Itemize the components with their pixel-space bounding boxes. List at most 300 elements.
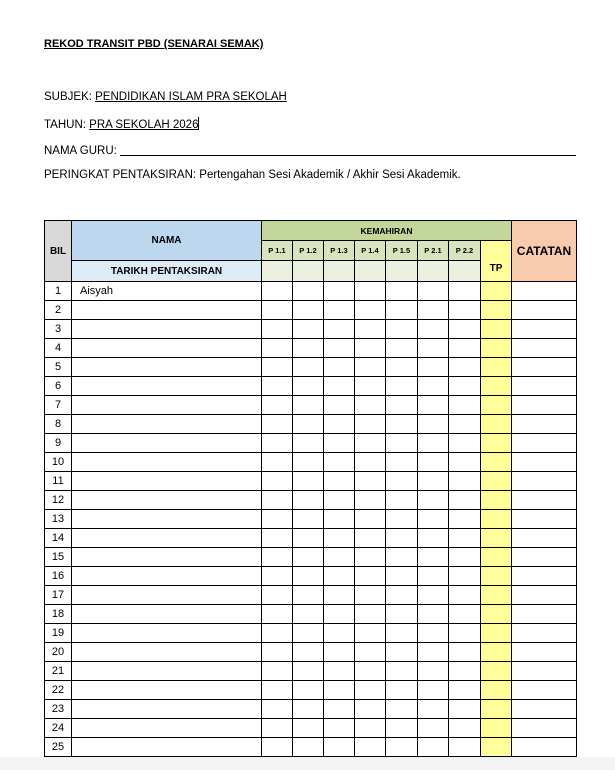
skill-cell[interactable] [262,738,293,757]
skill-cell[interactable] [324,605,355,624]
tahun-value[interactable]: PRA SEKOLAH 2026 [89,119,199,131]
tp-cell[interactable] [481,301,512,320]
skill-cell[interactable] [355,377,386,396]
tp-cell[interactable] [481,415,512,434]
catatan-cell[interactable] [512,377,577,396]
tp-cell[interactable] [481,681,512,700]
catatan-cell[interactable] [512,605,577,624]
skill-cell[interactable] [386,529,418,548]
peringkat-line[interactable] [44,169,461,181]
skill-cell[interactable] [449,396,481,415]
skill-cell[interactable] [355,567,386,586]
skill-cell[interactable] [386,434,418,453]
skill-cell[interactable] [262,491,293,510]
skill-cell[interactable] [418,548,449,567]
nama-cell[interactable] [72,358,262,377]
skill-cell[interactable] [324,567,355,586]
catatan-cell[interactable] [512,719,577,738]
tp-cell[interactable] [481,624,512,643]
skill-cell[interactable] [293,738,324,757]
catatan-cell[interactable] [512,415,577,434]
skill-cell[interactable] [386,415,418,434]
bil-cell: 2 [45,301,72,320]
skill-cell[interactable] [386,491,418,510]
skill-cell[interactable] [386,510,418,529]
bil-cell: 13 [45,510,72,529]
catatan-cell[interactable] [512,624,577,643]
skill-cell[interactable] [449,529,481,548]
skill-cell[interactable] [355,491,386,510]
skill-cell[interactable] [324,510,355,529]
skill-cell[interactable] [262,282,293,301]
skill-cell[interactable] [355,662,386,681]
skill-cell[interactable] [324,358,355,377]
skill-cell[interactable] [262,301,293,320]
skill-cell[interactable] [324,700,355,719]
tp-cell[interactable] [481,434,512,453]
skill-cell[interactable] [418,434,449,453]
skill-cell[interactable] [418,453,449,472]
skill-cell[interactable] [262,510,293,529]
catatan-cell[interactable] [512,586,577,605]
tp-cell[interactable] [481,700,512,719]
skill-cell[interactable] [449,548,481,567]
tp-cell[interactable] [481,548,512,567]
skill-cell[interactable] [418,301,449,320]
skill-cell[interactable] [386,320,418,339]
skill-cell[interactable] [324,377,355,396]
tp-cell[interactable] [481,662,512,681]
skill-cell[interactable] [418,396,449,415]
skill-cell[interactable] [355,681,386,700]
table-row [45,586,577,605]
skill-cell[interactable] [449,358,481,377]
table-row [45,472,577,491]
skill-cell[interactable] [324,624,355,643]
catatan-cell[interactable] [512,700,577,719]
skill-cell[interactable] [293,681,324,700]
catatan-cell[interactable] [512,643,577,662]
nama-cell[interactable]: Aisyah [72,282,262,301]
skill-cell[interactable] [293,377,324,396]
date-cell[interactable] [418,261,449,282]
skill-cell[interactable] [418,491,449,510]
checklist-table [44,220,577,757]
skill-cell[interactable] [262,472,293,491]
skill-cell[interactable] [418,605,449,624]
skill-cell[interactable] [262,643,293,662]
skill-cell[interactable] [293,453,324,472]
skill-cell[interactable] [386,396,418,415]
tp-cell[interactable] [481,738,512,757]
skill-cell[interactable] [449,472,481,491]
date-cell[interactable] [262,261,293,282]
nama-cell[interactable] [72,529,262,548]
tp-cell[interactable] [481,529,512,548]
skill-cell[interactable] [418,567,449,586]
skill-cell[interactable] [262,529,293,548]
skill-cell[interactable] [386,339,418,358]
bil-cell: 1 [45,282,72,301]
table-row [45,567,577,586]
skill-cell[interactable] [386,586,418,605]
bil-cell: 18 [45,605,72,624]
skill-cell[interactable] [324,719,355,738]
skill-cell[interactable] [324,643,355,662]
skill-cell[interactable] [418,586,449,605]
catatan-cell[interactable] [512,491,577,510]
skill-cell[interactable] [324,301,355,320]
skill-cell[interactable] [293,567,324,586]
skill-cell[interactable] [386,662,418,681]
skill-cell[interactable] [355,738,386,757]
skill-cell[interactable] [386,567,418,586]
skill-cell[interactable] [449,719,481,738]
skill-cell[interactable] [262,339,293,358]
skill-cell[interactable] [386,643,418,662]
subjek-line[interactable] [44,91,287,103]
skill-cell[interactable] [262,605,293,624]
skill-cell[interactable] [449,605,481,624]
skill-cell[interactable] [262,377,293,396]
date-cell[interactable] [293,261,324,282]
skill-cell[interactable] [386,548,418,567]
skill-cell[interactable] [293,529,324,548]
skill-cell[interactable] [355,434,386,453]
table-row [45,624,577,643]
skill-cell[interactable] [324,548,355,567]
nama-cell[interactable] [72,472,262,491]
skill-cell[interactable] [262,624,293,643]
skill-cell[interactable] [418,700,449,719]
date-cell[interactable] [355,261,386,282]
skill-cell[interactable] [324,434,355,453]
catatan-cell[interactable] [512,434,577,453]
skill-cell[interactable] [262,453,293,472]
skill-cell[interactable] [262,662,293,681]
skill-cell[interactable] [324,320,355,339]
skill-cell[interactable] [293,491,324,510]
skill-cell[interactable] [418,415,449,434]
nama-cell[interactable] [72,396,262,415]
catatan-cell[interactable] [512,301,577,320]
guru-blank-field[interactable] [120,143,576,156]
header-skill: P 1.4 [355,241,386,261]
skill-cell[interactable] [293,510,324,529]
skill-cell[interactable] [293,700,324,719]
catatan-cell[interactable] [512,396,577,415]
skill-cell[interactable] [449,643,481,662]
date-cell[interactable] [324,261,355,282]
skill-cell[interactable] [293,301,324,320]
catatan-cell[interactable] [512,320,577,339]
skill-cell[interactable] [324,738,355,757]
skill-cell[interactable] [418,377,449,396]
skill-cell[interactable] [293,320,324,339]
catatan-cell[interactable] [512,662,577,681]
skill-cell[interactable] [293,586,324,605]
skill-cell[interactable] [324,453,355,472]
tp-cell[interactable] [481,396,512,415]
nama-cell[interactable] [72,567,262,586]
skill-cell[interactable] [355,472,386,491]
skill-cell[interactable] [262,434,293,453]
nama-cell[interactable] [72,434,262,453]
skill-cell[interactable] [324,282,355,301]
nama-cell[interactable] [72,320,262,339]
header-bil: BIL [45,221,72,282]
nama-cell[interactable] [72,548,262,567]
skill-cell[interactable] [262,567,293,586]
nama-cell[interactable] [72,339,262,358]
skill-cell[interactable] [262,719,293,738]
skill-cell[interactable] [449,301,481,320]
catatan-cell[interactable] [512,738,577,757]
skill-cell[interactable] [262,586,293,605]
skill-cell[interactable] [449,586,481,605]
skill-cell[interactable] [262,358,293,377]
bil-cell: 21 [45,662,72,681]
nama-cell[interactable] [72,681,262,700]
skill-cell[interactable] [324,339,355,358]
skill-cell[interactable] [355,396,386,415]
skill-cell[interactable] [418,472,449,491]
skill-cell[interactable] [418,624,449,643]
skill-cell[interactable] [355,339,386,358]
skill-cell[interactable] [386,301,418,320]
nama-cell[interactable] [72,415,262,434]
nama-cell[interactable] [72,605,262,624]
tp-cell[interactable] [481,339,512,358]
bil-cell: 6 [45,377,72,396]
skill-cell[interactable] [355,453,386,472]
skill-cell[interactable] [355,643,386,662]
skill-cell[interactable] [355,320,386,339]
skill-cell[interactable] [293,434,324,453]
bil-cell: 5 [45,358,72,377]
bil-cell: 12 [45,491,72,510]
skill-cell[interactable] [262,681,293,700]
catatan-cell[interactable] [512,510,577,529]
bil-cell: 22 [45,681,72,700]
header-tp: TP [481,241,512,282]
skill-cell[interactable] [324,491,355,510]
header-skill: P 1.1 [262,241,293,261]
skill-cell[interactable] [293,624,324,643]
skill-cell[interactable] [262,548,293,567]
nama-cell[interactable] [72,453,262,472]
nama-cell[interactable] [72,510,262,529]
bil-cell: 4 [45,339,72,358]
skill-cell[interactable] [355,301,386,320]
skill-cell[interactable] [449,681,481,700]
catatan-cell[interactable] [512,529,577,548]
skill-cell[interactable] [386,453,418,472]
skill-cell[interactable] [386,681,418,700]
skill-cell[interactable] [355,548,386,567]
skill-cell[interactable] [324,472,355,491]
tp-cell[interactable] [481,643,512,662]
skill-cell[interactable] [324,662,355,681]
skill-cell[interactable] [293,358,324,377]
skill-cell[interactable] [293,472,324,491]
skill-cell[interactable] [324,415,355,434]
tp-cell[interactable] [481,472,512,491]
header-nama: NAMA [72,221,262,261]
nama-cell[interactable] [72,624,262,643]
skill-cell[interactable] [262,320,293,339]
bil-cell: 20 [45,643,72,662]
skill-cell[interactable] [386,472,418,491]
skill-cell[interactable] [449,453,481,472]
skill-cell[interactable] [418,662,449,681]
skill-cell[interactable] [355,700,386,719]
tp-cell[interactable] [481,510,512,529]
date-cell[interactable] [449,261,481,282]
table-row [45,301,577,320]
catatan-cell[interactable] [512,358,577,377]
skill-cell[interactable] [449,282,481,301]
skill-cell[interactable] [418,282,449,301]
skill-cell[interactable] [418,358,449,377]
header-kemahiran: KEMAHIRAN [262,221,512,241]
skill-cell[interactable] [293,339,324,358]
tp-cell[interactable] [481,320,512,339]
bil-cell: 14 [45,529,72,548]
table-row [45,396,577,415]
skill-cell[interactable] [355,529,386,548]
subjek-value[interactable]: PENDIDIKAN ISLAM PRA SEKOLAH [95,91,287,103]
tp-cell[interactable] [481,605,512,624]
nama-cell[interactable] [72,377,262,396]
skill-cell[interactable] [449,320,481,339]
skill-cell[interactable] [449,700,481,719]
skill-cell[interactable] [386,719,418,738]
catatan-cell[interactable] [512,339,577,358]
skill-cell[interactable] [355,624,386,643]
bil-cell: 17 [45,586,72,605]
skill-cell[interactable] [293,662,324,681]
skill-cell[interactable] [355,415,386,434]
skill-cell[interactable] [386,377,418,396]
skill-cell[interactable] [418,320,449,339]
skill-cell[interactable] [386,282,418,301]
table-row [45,415,577,434]
catatan-cell[interactable] [512,472,577,491]
skill-cell[interactable] [293,415,324,434]
tp-cell[interactable] [481,358,512,377]
tp-cell[interactable] [481,377,512,396]
nama-cell[interactable] [72,662,262,681]
skill-cell[interactable] [324,586,355,605]
skill-cell[interactable] [418,339,449,358]
nama-cell[interactable] [72,586,262,605]
peringkat-value[interactable]: Pertengahan Sesi Akademik / Akhir Sesi Akademik. [196,169,461,181]
skill-cell[interactable] [418,529,449,548]
table-row [45,510,577,529]
tp-cell[interactable] [481,453,512,472]
skill-cell[interactable] [418,719,449,738]
skill-cell[interactable] [262,700,293,719]
skill-cell[interactable] [386,738,418,757]
bil-cell: 19 [45,624,72,643]
header-skill: P 2.2 [449,241,481,261]
table-row [45,719,577,738]
tp-cell[interactable] [481,567,512,586]
catatan-cell[interactable] [512,453,577,472]
skill-cell[interactable] [355,282,386,301]
skill-cell[interactable] [324,681,355,700]
skill-cell[interactable] [418,643,449,662]
skill-cell[interactable] [449,662,481,681]
skill-cell[interactable] [449,434,481,453]
tp-cell[interactable] [481,282,512,301]
skill-cell[interactable] [324,396,355,415]
table-row [45,377,577,396]
nama-cell[interactable] [72,491,262,510]
skill-cell[interactable] [386,605,418,624]
skill-cell[interactable] [449,491,481,510]
skill-cell[interactable] [449,567,481,586]
skill-cell[interactable] [449,738,481,757]
skill-cell[interactable] [449,377,481,396]
skill-cell[interactable] [386,358,418,377]
skill-cell[interactable] [418,681,449,700]
tp-cell[interactable] [481,719,512,738]
catatan-cell[interactable] [512,282,577,301]
skill-cell[interactable] [293,719,324,738]
nama-cell[interactable] [72,643,262,662]
skill-cell[interactable] [449,624,481,643]
bil-cell: 23 [45,700,72,719]
header-catatan: CATATAN [512,221,577,282]
skill-cell[interactable] [293,548,324,567]
skill-cell[interactable] [355,510,386,529]
guru-line[interactable] [44,143,576,157]
skill-cell[interactable] [449,415,481,434]
skill-cell[interactable] [418,510,449,529]
header-skill: P 1.3 [324,241,355,261]
tp-cell[interactable] [481,586,512,605]
tp-cell[interactable] [481,491,512,510]
date-cell[interactable] [386,261,418,282]
skill-cell[interactable] [262,415,293,434]
nama-cell[interactable] [72,738,262,757]
skill-cell[interactable] [293,282,324,301]
skill-cell[interactable] [418,738,449,757]
nama-cell[interactable] [72,719,262,738]
skill-cell[interactable] [355,358,386,377]
skill-cell[interactable] [293,396,324,415]
skill-cell[interactable] [386,700,418,719]
skill-cell[interactable] [324,529,355,548]
skill-cell[interactable] [449,339,481,358]
skill-cell[interactable] [355,605,386,624]
nama-cell[interactable] [72,700,262,719]
skill-cell[interactable] [355,719,386,738]
skill-cell[interactable] [262,396,293,415]
skill-cell[interactable] [293,643,324,662]
skill-cell[interactable] [355,586,386,605]
skill-cell[interactable] [449,510,481,529]
skill-cell[interactable] [386,624,418,643]
skill-cell[interactable] [293,605,324,624]
catatan-cell[interactable] [512,681,577,700]
catatan-cell[interactable] [512,567,577,586]
tahun-line[interactable] [44,117,199,131]
nama-cell[interactable] [72,301,262,320]
catatan-cell[interactable] [512,548,577,567]
